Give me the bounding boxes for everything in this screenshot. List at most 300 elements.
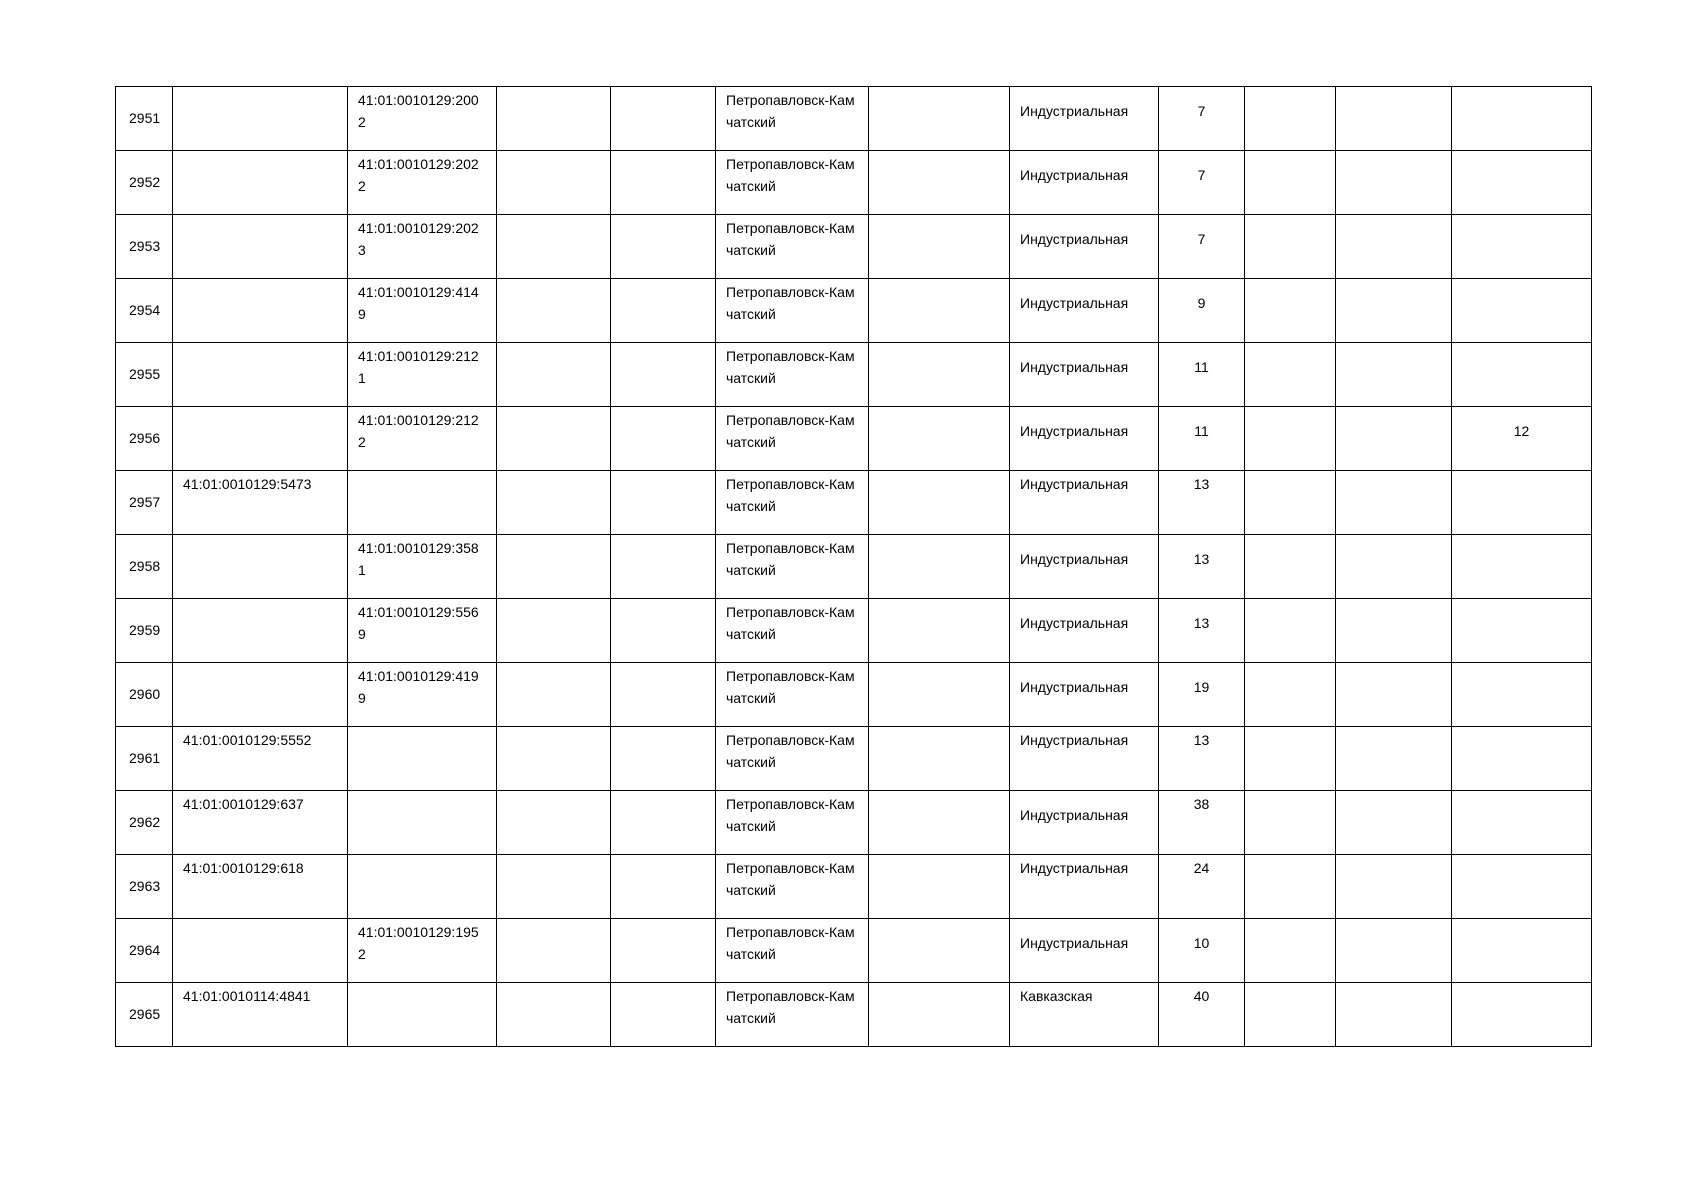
cadastral-number-cell (173, 983, 348, 1047)
empty-cell-content (611, 215, 715, 217)
empty-cell-content (869, 855, 1009, 857)
building-number-text (1452, 727, 1591, 740)
cadastral-number-2-text (348, 855, 496, 857)
city-cell (716, 919, 869, 983)
empty-cell-content (869, 87, 1009, 89)
empty-cell (869, 279, 1010, 343)
city-text: Петропавловск-Камчатский (726, 988, 855, 1026)
empty-cell-content (611, 343, 715, 345)
cadastral-number-2-text (348, 471, 496, 473)
empty-cell (611, 599, 716, 663)
city-cell (716, 407, 869, 471)
city-text: Петропавловск-Камчатский (726, 476, 855, 514)
empty-cell (1245, 151, 1336, 215)
house-number-cell (1159, 919, 1245, 983)
empty-cell-content (869, 599, 1009, 601)
row-number-text: 2951 (129, 110, 161, 126)
building-number-cell (1452, 599, 1592, 663)
street-cell (1010, 791, 1159, 855)
empty-cell (869, 151, 1010, 215)
city-text: Петропавловск-Камчатский (726, 540, 855, 578)
empty-cell-content (611, 407, 715, 409)
building-number-text (1452, 151, 1591, 164)
street-cell (1010, 535, 1159, 599)
street-text: Индустриальная (1020, 732, 1129, 748)
empty-cell (1245, 279, 1336, 343)
city-text: Петропавловск-Камчатский (726, 604, 855, 642)
cadastral-number-2-text: 41:01:0010129:4199 (358, 668, 479, 706)
table-row (116, 471, 1592, 535)
table-row (116, 791, 1592, 855)
cadastral-number-text (173, 215, 347, 217)
building-number-cell (1452, 471, 1592, 535)
row-number-text: 2962 (129, 814, 161, 830)
empty-cell (1336, 855, 1452, 919)
house-number-text: 11 (1194, 423, 1209, 439)
cadastral-number-2-text: 41:01:0010129:2022 (358, 156, 479, 194)
empty-cell (1336, 791, 1452, 855)
empty-cell-content (611, 791, 715, 793)
building-number-cell (1452, 727, 1592, 791)
street-cell (1010, 279, 1159, 343)
row-number-cell (116, 343, 173, 407)
building-number-cell (1452, 919, 1592, 983)
empty-cell-content (497, 727, 610, 729)
empty-cell (1336, 599, 1452, 663)
city-text: Петропавловск-Камчатский (726, 284, 855, 322)
empty-cell (1245, 535, 1336, 599)
empty-cell-content (869, 791, 1009, 793)
street-text: Индустриальная (1020, 167, 1129, 183)
empty-cell (1245, 87, 1336, 151)
empty-cell (611, 279, 716, 343)
empty-cell (869, 727, 1010, 791)
row-number-cell (116, 215, 173, 279)
table-row (116, 87, 1592, 151)
empty-cell (869, 919, 1010, 983)
empty-cell-content (1336, 535, 1451, 537)
empty-cell (869, 855, 1010, 919)
cadastral-number-cell (173, 663, 348, 727)
empty-cell (497, 535, 611, 599)
row-number-text: 2953 (129, 238, 161, 254)
cadastral-number-text (173, 407, 347, 409)
street-cell (1010, 407, 1159, 471)
empty-cell (611, 983, 716, 1047)
building-number-cell (1452, 407, 1592, 471)
building-number-cell (1452, 791, 1592, 855)
street-text: Кавказская (1020, 988, 1093, 1004)
empty-cell-content (611, 535, 715, 537)
empty-cell (611, 663, 716, 727)
empty-cell (1336, 279, 1452, 343)
street-text: Индустриальная (1020, 615, 1129, 631)
row-number-cell (116, 599, 173, 663)
empty-cell (1336, 215, 1452, 279)
cadastral-number-2-cell (348, 151, 497, 215)
empty-cell-content (1245, 407, 1335, 409)
house-number-text: 38 (1193, 796, 1210, 812)
empty-cell-content (1336, 151, 1451, 153)
cadastral-number-2-text (348, 983, 496, 985)
row-number-text: 2954 (129, 302, 161, 318)
street-text: Индустриальная (1020, 551, 1129, 567)
building-number-cell (1452, 87, 1592, 151)
city-cell (716, 151, 869, 215)
house-number-text: 10 (1193, 935, 1210, 951)
house-number-cell (1159, 727, 1245, 791)
house-number-text: 40 (1193, 988, 1210, 1004)
row-number-text: 2959 (129, 622, 161, 638)
empty-cell-content (611, 983, 715, 985)
empty-cell (1336, 727, 1452, 791)
empty-cell-content (611, 727, 715, 729)
row-number-text: 2955 (129, 366, 161, 382)
empty-cell-content (1245, 215, 1335, 217)
cadastral-number-2-cell (348, 727, 497, 791)
street-cell (1010, 343, 1159, 407)
house-number-text: 13 (1193, 732, 1210, 748)
empty-cell (1245, 471, 1336, 535)
empty-cell-content (1245, 919, 1335, 921)
empty-cell (1336, 87, 1452, 151)
row-number-text: 2956 (129, 430, 161, 446)
empty-cell (1245, 855, 1336, 919)
table-row (116, 599, 1592, 663)
empty-cell (869, 215, 1010, 279)
city-text: Петропавловск-Камчатский (726, 732, 855, 770)
street-cell (1010, 983, 1159, 1047)
city-text: Петропавловск-Камчатский (726, 412, 855, 450)
empty-cell (1336, 919, 1452, 983)
empty-cell-content (497, 151, 610, 153)
empty-cell (611, 215, 716, 279)
cadastral-number-2-cell (348, 791, 497, 855)
empty-cell-content (611, 151, 715, 153)
cadastral-number-text (173, 279, 347, 281)
house-number-cell (1159, 87, 1245, 151)
empty-cell (497, 983, 611, 1047)
empty-cell (1336, 535, 1452, 599)
cadastral-number-2-text: 41:01:0010129:2122 (358, 412, 479, 450)
city-cell (716, 791, 869, 855)
row-number-cell (116, 919, 173, 983)
empty-cell-content (497, 855, 610, 857)
empty-cell-content (1336, 343, 1451, 345)
empty-cell-content (1245, 663, 1335, 665)
house-number-cell (1159, 791, 1245, 855)
empty-cell (869, 407, 1010, 471)
empty-cell (611, 87, 716, 151)
building-number-cell (1452, 279, 1592, 343)
building-number-cell (1452, 215, 1592, 279)
empty-cell-content (611, 855, 715, 857)
empty-cell-content (1245, 343, 1335, 345)
building-number-text (1452, 663, 1591, 676)
empty-cell-content (611, 599, 715, 601)
empty-cell (1245, 599, 1336, 663)
house-number-cell (1159, 471, 1245, 535)
cadastral-number-text: 41:01:0010114:4841 (183, 988, 311, 1004)
house-number-cell (1159, 279, 1245, 343)
cadastral-number-text (173, 919, 347, 921)
street-cell (1010, 87, 1159, 151)
empty-cell-content (1336, 215, 1451, 217)
row-number-text: 2963 (129, 878, 161, 894)
empty-cell (869, 983, 1010, 1047)
empty-cell (869, 343, 1010, 407)
cadastral-number-2-cell (348, 599, 497, 663)
cadastral-number-cell (173, 215, 348, 279)
cadastral-number-cell (173, 791, 348, 855)
house-number-cell (1159, 663, 1245, 727)
empty-cell (497, 855, 611, 919)
city-text: Петропавловск-Камчатский (726, 668, 855, 706)
house-number-text: 13 (1193, 615, 1210, 631)
empty-cell-content (1245, 983, 1335, 985)
empty-cell-content (869, 343, 1009, 345)
city-text: Петропавловск-Камчатский (726, 924, 855, 962)
cadastral-number-cell (173, 279, 348, 343)
city-text: Петропавловск-Камчатский (726, 796, 855, 834)
empty-cell-content (869, 535, 1009, 537)
cadastral-number-text: 41:01:0010129:637 (183, 796, 304, 812)
cadastral-number-cell (173, 151, 348, 215)
empty-cell-content (869, 663, 1009, 665)
cadastral-number-2-text: 41:01:0010129:1952 (358, 924, 479, 962)
cadastral-number-2-cell (348, 215, 497, 279)
house-number-text: 24 (1193, 860, 1210, 876)
row-number-cell (116, 855, 173, 919)
empty-cell-content (611, 471, 715, 473)
row-number-cell (116, 791, 173, 855)
cadastral-number-text (173, 343, 347, 345)
empty-cell-content (869, 727, 1009, 729)
empty-cell-content (869, 279, 1009, 281)
building-number-cell (1452, 151, 1592, 215)
table-row (116, 663, 1592, 727)
city-text: Петропавловск-Камчатский (726, 156, 855, 194)
city-cell (716, 855, 869, 919)
empty-cell-content (1336, 919, 1451, 921)
empty-cell-content (497, 791, 610, 793)
empty-cell-content (611, 663, 715, 665)
cadastral-number-2-cell (348, 279, 497, 343)
street-text: Индустриальная (1020, 359, 1129, 375)
building-number-text (1452, 599, 1591, 612)
city-text: Петропавловск-Камчатский (726, 92, 855, 130)
house-number-cell (1159, 535, 1245, 599)
city-cell (716, 535, 869, 599)
cadastral-number-2-cell (348, 407, 497, 471)
row-number-text: 2965 (129, 1006, 161, 1022)
empty-cell-content (497, 407, 610, 409)
cadastral-number-cell (173, 87, 348, 151)
cadastral-number-cell (173, 343, 348, 407)
empty-cell (611, 407, 716, 471)
building-number-text: 12 (1513, 423, 1530, 439)
city-text: Петропавловск-Камчатский (726, 220, 855, 258)
table-row (116, 279, 1592, 343)
house-number-cell (1159, 599, 1245, 663)
cadastral-number-2-text: 41:01:0010129:5569 (358, 604, 479, 642)
cadastral-number-text: 41:01:0010129:5473 (183, 476, 312, 492)
house-number-text: 7 (1197, 231, 1206, 247)
empty-cell (869, 535, 1010, 599)
row-number-cell (116, 663, 173, 727)
house-number-text: 7 (1197, 167, 1206, 183)
building-number-text (1452, 343, 1591, 356)
cadastral-number-2-cell (348, 343, 497, 407)
cadastral-number-text (173, 87, 347, 89)
empty-cell-content (1336, 87, 1451, 89)
empty-cell (1336, 471, 1452, 535)
empty-cell-content (1336, 471, 1451, 473)
house-number-cell (1159, 855, 1245, 919)
street-text: Индустриальная (1020, 103, 1129, 119)
street-cell (1010, 919, 1159, 983)
cadastral-number-text: 41:01:0010129:5552 (183, 732, 312, 748)
city-cell (716, 343, 869, 407)
empty-cell-content (869, 919, 1009, 921)
empty-cell-content (497, 215, 610, 217)
street-cell (1010, 151, 1159, 215)
empty-cell-content (869, 215, 1009, 217)
city-cell (716, 727, 869, 791)
empty-cell (497, 343, 611, 407)
table-row (116, 727, 1592, 791)
street-cell (1010, 855, 1159, 919)
house-number-cell (1159, 407, 1245, 471)
empty-cell (497, 215, 611, 279)
table-row (116, 983, 1592, 1047)
empty-cell-content (1336, 855, 1451, 857)
empty-cell (1336, 407, 1452, 471)
street-text: Индустриальная (1020, 295, 1129, 311)
row-number-text: 2957 (129, 494, 161, 510)
empty-cell (497, 471, 611, 535)
building-number-text (1452, 919, 1591, 932)
table-row (116, 407, 1592, 471)
street-cell (1010, 663, 1159, 727)
empty-cell-content (611, 87, 715, 89)
building-number-cell (1452, 535, 1592, 599)
empty-cell (869, 599, 1010, 663)
house-number-text: 11 (1194, 359, 1209, 375)
row-number-cell (116, 87, 173, 151)
street-cell (1010, 471, 1159, 535)
empty-cell-content (1336, 663, 1451, 665)
empty-cell (1245, 663, 1336, 727)
empty-cell-content (497, 471, 610, 473)
city-cell (716, 471, 869, 535)
empty-cell (869, 87, 1010, 151)
empty-cell-content (1245, 535, 1335, 537)
empty-cell (611, 919, 716, 983)
empty-cell-content (497, 535, 610, 537)
table-row (116, 535, 1592, 599)
street-text: Индустриальная (1020, 476, 1129, 492)
cadastral-number-text (173, 535, 347, 537)
building-number-text (1452, 791, 1591, 804)
city-cell (716, 599, 869, 663)
cadastral-number-text (173, 663, 347, 665)
empty-cell-content (497, 983, 610, 985)
row-number-cell (116, 983, 173, 1047)
street-text: Индустриальная (1020, 679, 1129, 695)
empty-cell-content (1245, 791, 1335, 793)
row-number-cell (116, 535, 173, 599)
row-number-text: 2952 (129, 174, 161, 190)
table-row (116, 215, 1592, 279)
cadastral-number-2-text: 41:01:0010129:4149 (358, 284, 479, 322)
cadastral-number-2-text: 41:01:0010129:2002 (358, 92, 479, 130)
empty-cell (611, 855, 716, 919)
empty-cell-content (1245, 727, 1335, 729)
building-number-cell (1452, 855, 1592, 919)
empty-cell-content (497, 599, 610, 601)
building-number-text (1452, 471, 1591, 484)
cadastral-number-cell (173, 471, 348, 535)
registry-table (115, 86, 1592, 1047)
empty-cell (497, 151, 611, 215)
table-row (116, 343, 1592, 407)
building-number-text (1452, 215, 1591, 228)
house-number-cell (1159, 343, 1245, 407)
row-number-cell (116, 151, 173, 215)
empty-cell (1245, 727, 1336, 791)
cadastral-number-cell (173, 727, 348, 791)
house-number-text: 9 (1197, 295, 1206, 311)
house-number-text: 13 (1193, 476, 1210, 492)
building-number-text (1452, 983, 1591, 996)
empty-cell (497, 599, 611, 663)
empty-cell (1336, 151, 1452, 215)
empty-cell (1245, 791, 1336, 855)
building-number-cell (1452, 343, 1592, 407)
row-number-text: 2961 (129, 750, 161, 766)
street-text: Индустриальная (1020, 231, 1129, 247)
empty-cell-content (1336, 791, 1451, 793)
cadastral-number-text: 41:01:0010129:618 (183, 860, 304, 876)
empty-cell (611, 535, 716, 599)
building-number-text (1452, 87, 1591, 100)
empty-cell-content (1245, 855, 1335, 857)
cadastral-number-2-cell (348, 919, 497, 983)
empty-cell (1336, 663, 1452, 727)
empty-cell (1336, 343, 1452, 407)
building-number-cell (1452, 983, 1592, 1047)
row-number-text: 2960 (129, 686, 161, 702)
empty-cell-content (497, 663, 610, 665)
cadastral-number-text (173, 599, 347, 601)
empty-cell (869, 471, 1010, 535)
city-cell (716, 279, 869, 343)
city-cell (716, 87, 869, 151)
cadastral-number-2-text: 41:01:0010129:3581 (358, 540, 479, 578)
empty-cell (1245, 215, 1336, 279)
empty-cell (1245, 407, 1336, 471)
empty-cell (497, 919, 611, 983)
city-text: Петропавловск-Камчатский (726, 860, 855, 898)
row-number-cell (116, 727, 173, 791)
street-cell (1010, 727, 1159, 791)
building-number-cell (1452, 663, 1592, 727)
empty-cell (1336, 983, 1452, 1047)
empty-cell-content (497, 279, 610, 281)
house-number-cell (1159, 983, 1245, 1047)
cadastral-number-2-text: 41:01:0010129:2121 (358, 348, 479, 386)
